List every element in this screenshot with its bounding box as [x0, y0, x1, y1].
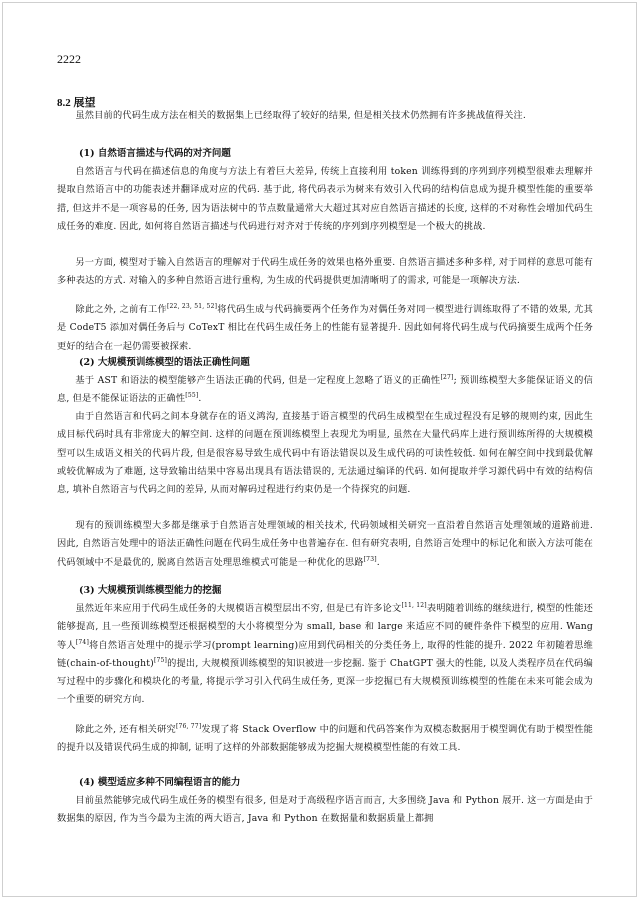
citation: [55] — [185, 392, 199, 400]
paragraph: 由于自然语言和代码之间本身就存在的语义鸿沟, 直接基于语言模型的代码生成模型在生成过程没有足够的规则约束, 因此生成目标代码时具有非常庞大的解空间. 这样的问题在预训练模型上表现尤为明显, 虽然在大量代码库上进行预训练所得的大规模模型可以生成语义相关的代码片段, 但是很容易导致生成代码中有语法错误以及生成代码的可读性较低. 如何在解空间中找到最优解或较优解成为了难题, 这导致输出结果中容易出现具有语法错误的, 无法通过编译的代码. 如何提取并学习源代码中有效的结构信息, 填补自然语言与代码之间的差异, 从而对解码过程进行约束仍是一个待探究的问题. — [57, 411, 593, 496]
page-number: 2222 — [57, 52, 81, 66]
subsection-heading-1: (1) 自然语言描述与代码的对齐问题 — [79, 148, 231, 159]
citation: [76, 77] — [175, 722, 202, 730]
citation: [74] — [75, 638, 89, 646]
paragraph: 虽然近年来应用于代码生成任务的大规模语言模型层出不穷, 但是已有许多论文[11, 12]表明随着训练的继续进行, 模型的性能还能够提高, 且一些预训练模型还根据模型的大小将模型分为 small, base 和 large 来适应不同的硬件条件下模型的应用. Wang 等人[74]将自然语言处理中的提示学习(prompt learning)应用到代码相关的分类任务上, 取得的性能的提升. 2022 年初随着思维链(chain-of-thought)[75]的提出, 大规模预训练模型的知识被进一步挖掘. 鉴于 ChatGPT 强大的性能, 以及人类程序员在代码编写过程中的步骤化和模块化的考量, 将提示学习引入代码生成任务, 更深一步挖掘已有大规模预训练模型的性能在未来可能会成为一个重要的研究方向. — [57, 601, 593, 706]
paper-page — [2, 2, 637, 897]
citation: [27] — [440, 373, 454, 381]
section-title: 8.2 展望 — [57, 97, 96, 109]
citation: [73] — [363, 555, 377, 563]
paragraph: 自然语言与代码在描述信息的角度与方法上有着巨大差异, 传统上直接利用 token 训练得到的序列到序列模型很难去理解并提取自然语言中的功能表述并翻译成对应的代码. 基于此, 将代码表示为树来有效引入代码的结构信息成为提升模型性能的重要举措, 但这并不是一项容易的任务, 因为语法树中的节点数量通常大大超过其对应自然语言描述的长度, 这样的不对称性会增加代码生成任务的难度. 因此, 如何将自然语言描述与代码进行对齐对于传统的序列到序列模型是一个极大的挑战. — [57, 166, 593, 232]
subsection-heading-2: (2) 大规模预训练模型的语法正确性问题 — [79, 357, 250, 368]
subsection-heading-4: (4) 模型适应多种不同编程语言的能力 — [79, 777, 241, 788]
citation: [75] — [153, 656, 168, 664]
paragraph: 目前虽然能够完成代码生成任务的模型有很多, 但是对于高级程序语言而言, 大多围绕 Java 和 Python 展开. 这一方面是由于数据集的原因, 作为当今最为主流的两大语言, Java 和 Python 在数据量和数据质量上都拥 — [57, 795, 593, 825]
paragraph: 基于 AST 和语法的模型能够产生语法正确的代码, 但是一定程度上忽略了语义的正确性[27]; 预训练模型大多能保证语义的信息, 但是不能保证语法的正确性[55]. — [57, 373, 594, 405]
section-intro: 虽然目前的代码生成方法在相关的数据集上已经取得了较好的结果, 但是相关技术仍然拥有许多挑战值得关注. — [75, 110, 526, 121]
paragraph: 除此之外, 还有相关研究[76, 77]发现了将 Stack Overflow 中的问题和代码答案作为双模态数据用于模型调优有助于模型性能的提升以及错误代码生成的抑制, 证明了这样的外部数据能够成为挖掘大规模模型性能的有效工具. — [57, 722, 593, 754]
subsection-heading-3: (3) 大规模预训练模型能力的挖掘 — [79, 585, 222, 596]
paragraph: 除此之外, 之前有工作[22, 23, 51, 52]将代码生成与代码摘要两个任务作为对偶任务对同一模型进行训练取得了不错的效果, 尤其是 CodeT5 添加对偶任务后与 CoTexT 相比在代码生成任务上的性能有显著提升. 因此如何将代码生成与代码摘要生成两个任务更好的结合在一起仍需要被探索. — [57, 302, 593, 352]
citation: [22, 23, 51, 52] — [167, 302, 218, 310]
paragraph: 现有的预训练模型大多都是继承于自然语言处理领域的相关技术, 代码领域相关研究一直沿着自然语言处理领域的道路前进. 因此, 自然语言处理中的语法正确性问题在代码生成任务中也普遍存在. 但有研究表明, 自然语言处理中的标记化和嵌入方法可能在代码领域中不是最优的, 脱离自然语言处理思维模式可能是一种优化的思路[73]. — [57, 520, 593, 568]
citation: [11, 12] — [401, 601, 427, 609]
paragraph: 另一方面, 模型对于输入自然语言的理解对于代码生成任务的效果也格外重要. 自然语言描述多种多样, 对于同样的意思可能有多种表达的方式. 对输入的多种自然语言进行重构, 为生成的代码提供更加清晰明了的需求, 可能是一项解决方法. — [57, 257, 593, 287]
